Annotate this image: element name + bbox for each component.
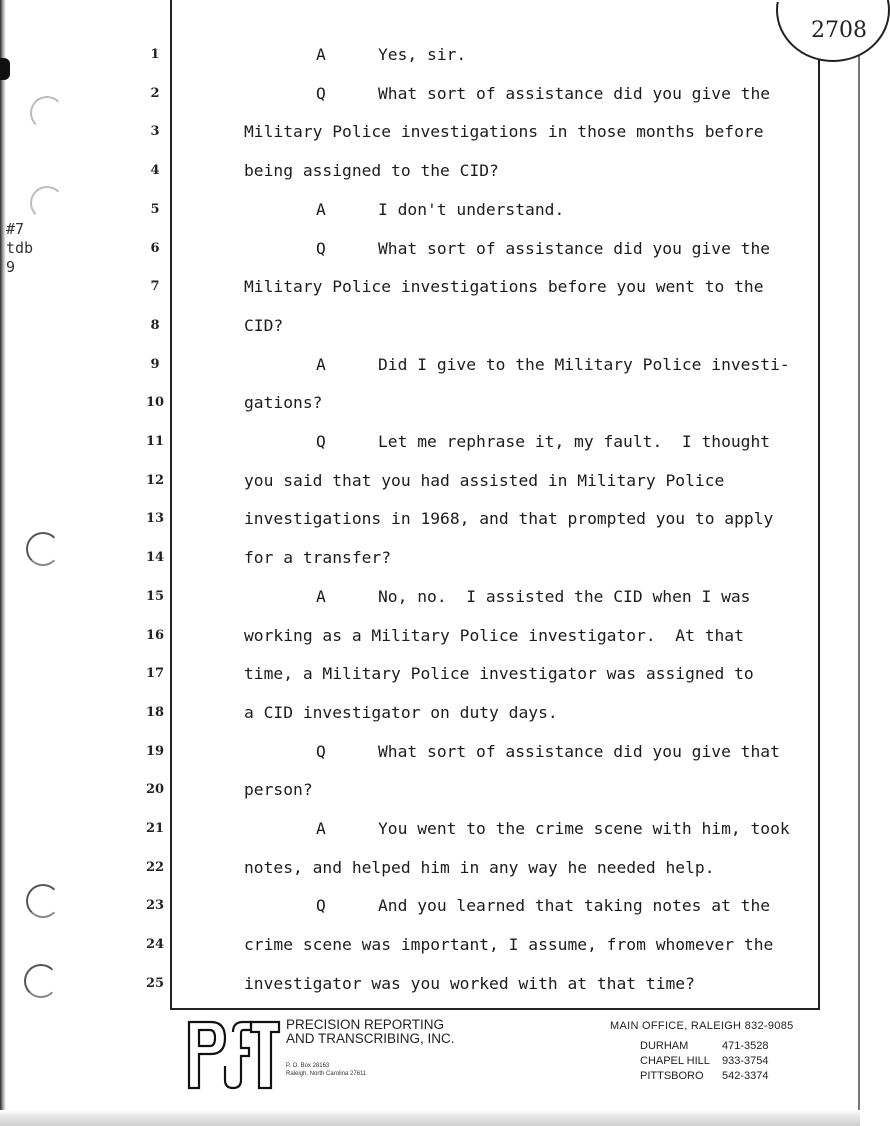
margin-note: 9: [6, 258, 16, 276]
punch-hole-mark: [30, 186, 64, 220]
speaker-label: A: [316, 586, 326, 606]
office-phone: 471-3528: [722, 1040, 769, 1052]
line-number: 19: [145, 743, 165, 759]
line-number: 9: [150, 356, 160, 372]
line-number: 22: [145, 859, 165, 875]
line-text: investigations in 1968, and that prompted you to apply: [244, 509, 774, 529]
line-text: No, no. I assisted the CID when I was: [378, 586, 751, 606]
speaker-label: A: [316, 199, 326, 219]
speaker-label: Q: [316, 238, 326, 258]
transcript-line: [316, 200, 564, 219]
speaker-label: Q: [316, 896, 326, 916]
line-text: Military Police investigations in those months before: [244, 122, 764, 142]
transcript-line: [316, 819, 790, 838]
transcript-line: [244, 974, 695, 993]
line-number: 25: [145, 975, 165, 991]
transcript-line: [316, 432, 770, 451]
speaker-label: A: [316, 354, 326, 374]
transcript-line: [244, 548, 391, 567]
reporter-footer: [185, 1016, 825, 1092]
page-bottom-edge: [0, 1110, 860, 1126]
office-row: [610, 1070, 794, 1085]
page-left-edge: [0, 0, 6, 1126]
line-number: 6: [150, 240, 160, 256]
line-number: 8: [150, 317, 160, 333]
transcript-line: [244, 316, 283, 335]
office-name: CHAPEL HILL: [640, 1055, 710, 1067]
office-phone: 933-3754: [722, 1055, 769, 1067]
line-text: What sort of assistance did you give the: [378, 238, 771, 258]
transcript-line: [316, 896, 770, 915]
office-list: [610, 1020, 794, 1085]
punch-hole: [24, 964, 58, 998]
line-text: And you learned that taking notes at the: [378, 896, 771, 916]
line-number: 21: [145, 821, 165, 836]
transcript-line: [244, 703, 558, 722]
page-right-edge: [858, 0, 860, 1110]
line-text: crime scene was important, I assume, from whomever the: [244, 935, 774, 955]
main-office: MAIN OFFICE, RALEIGH 832-9085: [610, 1020, 794, 1032]
line-number: 15: [145, 588, 165, 604]
line-text: investigator was you worked with at that time?: [244, 973, 695, 993]
line-number: 5: [150, 201, 160, 217]
punch-hole: [26, 884, 60, 918]
address-line: Raleigh, North Carolina 27611: [286, 1071, 367, 1077]
speaker-label: Q: [316, 741, 326, 761]
transcript-line: [316, 239, 770, 258]
page-number: 2708: [811, 18, 867, 43]
transcript-line: [244, 161, 499, 180]
line-number: 4: [150, 163, 160, 179]
line-number: 7: [150, 279, 160, 295]
line-number: 23: [145, 898, 165, 914]
line-text: for a transfer?: [244, 548, 392, 568]
line-number: 16: [145, 627, 165, 643]
line-text: being assigned to the CID?: [244, 161, 499, 181]
line-text: CID?: [244, 315, 284, 335]
transcript-line: [244, 935, 773, 954]
transcript-line: [244, 471, 724, 490]
line-text: a CID investigator on duty days.: [244, 702, 558, 722]
line-number: 20: [145, 782, 165, 798]
company-name: [286, 1018, 455, 1046]
line-number: 24: [145, 937, 165, 953]
transcript-line: [244, 626, 744, 645]
transcript-line: [316, 742, 780, 761]
line-number: 12: [145, 472, 165, 488]
transcript-line: [244, 858, 715, 877]
address-line: P. O. Box 28163: [286, 1063, 330, 1069]
line-text: person?: [244, 780, 313, 800]
transcript-line: [244, 780, 313, 799]
margin-note: #7: [6, 220, 25, 238]
line-number: 14: [145, 550, 165, 566]
line-number: 18: [145, 704, 165, 720]
binder-clip-mark: [0, 58, 10, 80]
punch-hole-mark: [30, 96, 64, 130]
office-phone: 542-3374: [722, 1070, 769, 1082]
speaker-label: Q: [316, 83, 326, 103]
line-text: notes, and helped him in any way he needed help.: [244, 857, 715, 877]
line-text: Yes, sir.: [378, 45, 467, 64]
office-row: [610, 1040, 794, 1055]
speaker-label: Q: [316, 432, 326, 451]
line-text: you said that you had assisted in Military Police: [244, 470, 725, 490]
margin-note: tdb: [6, 239, 34, 257]
office-row: [610, 1055, 794, 1070]
line-text: Did I give to the Military Police investi-: [378, 354, 790, 374]
line-number: 1: [150, 47, 160, 62]
company-name-line: AND TRANSCRIBING, INC.: [286, 1031, 455, 1046]
line-number: 13: [145, 511, 165, 527]
line-number: 10: [145, 395, 165, 411]
line-text: gations?: [244, 393, 323, 413]
line-text: What sort of assistance did you give that: [378, 741, 780, 761]
transcript-line: [244, 393, 322, 412]
transcript-line: [316, 587, 750, 606]
line-text: What sort of assistance did you give the: [378, 83, 771, 103]
transcript-line: [244, 509, 773, 528]
line-text: Let me rephrase it, my fault. I thought: [378, 432, 771, 451]
line-text: I don't understand.: [378, 199, 565, 219]
office-name: DURHAM: [640, 1040, 689, 1052]
speaker-label: A: [316, 45, 326, 64]
line-number: 2: [150, 85, 160, 101]
line-text: Military Police investigations before you went to the: [244, 277, 764, 297]
transcript-line: [316, 355, 790, 374]
line-number: 3: [150, 124, 160, 140]
margin-notes: [6, 220, 33, 277]
company-address: [286, 1062, 366, 1078]
transcript-line: [316, 45, 466, 64]
line-text: working as a Military Police investigator. At that: [244, 625, 744, 645]
line-number: 17: [145, 666, 165, 682]
transcript-line: [244, 664, 754, 683]
office-name: PITTSBORO: [640, 1070, 704, 1082]
speaker-label: A: [316, 819, 326, 838]
transcript-line: [244, 122, 764, 141]
transcript-line: [244, 277, 764, 296]
punch-hole: [26, 532, 60, 566]
company-name-line: PRECISION REPORTING: [286, 1017, 445, 1032]
transcript-line: [316, 84, 770, 103]
notch-cover: [770, 0, 860, 2]
line-number: 11: [145, 434, 165, 449]
line-text: time, a Military Police investigator was assigned to: [244, 664, 754, 684]
company-logo: [185, 1018, 281, 1090]
line-text: You went to the crime scene with him, took: [378, 819, 790, 838]
